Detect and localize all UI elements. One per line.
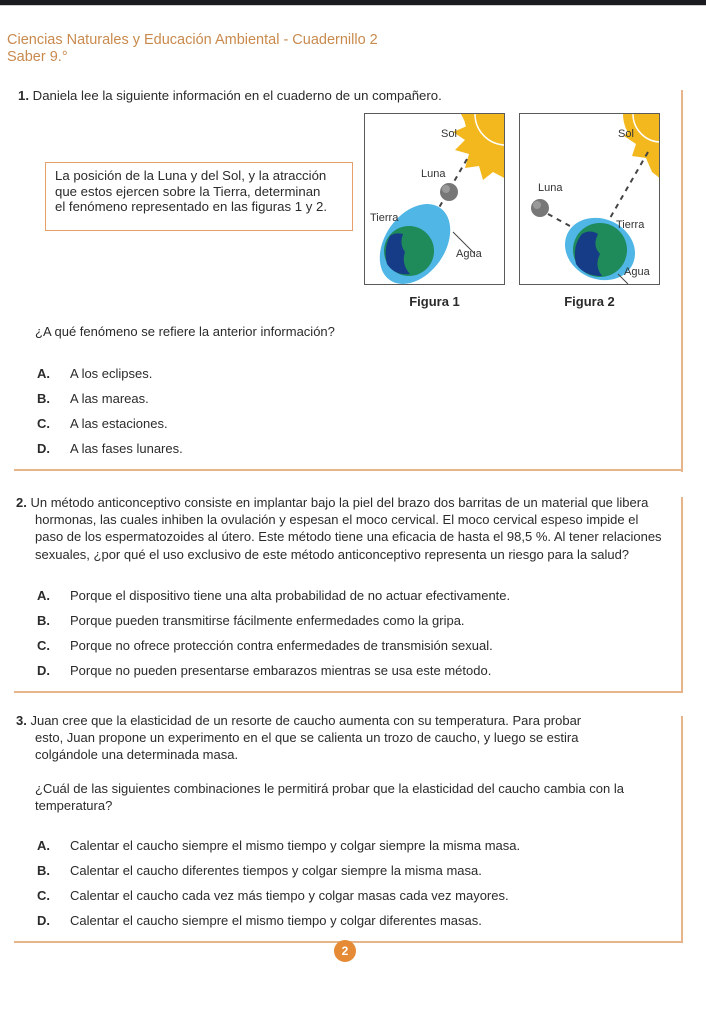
q1-option-b[interactable]: B. A las mareas. [37,391,149,406]
moon-label: Luna [538,182,563,194]
page-header [7,32,378,66]
q1-intro-text: Daniela lee la siguiente información en el cuaderno de un compañero. [32,88,442,103]
q2-bottom-border [14,691,683,693]
figure-2-caption: Figura 2 [564,294,615,309]
q1-option-a[interactable]: A. A los eclipses. [37,366,153,381]
q3-option-c[interactable]: C. Calentar el caucho cada vez más tiempo y colgar masas cada vez mayores. [37,888,509,903]
q2-right-border [681,497,683,693]
q2-option-d[interactable]: D. Porque no pueden presentarse embarazos mientras se usa este método. [37,663,492,678]
q3-number: 3. [16,713,27,728]
moon-label: Luna [421,168,446,180]
sun-label: Sol [441,128,457,140]
info-line: que estos ejercen sobre la Tierra, determinan [55,183,321,199]
info-line: La posición de la Luna y del Sol, y la atracción [55,168,327,183]
q3-option-b[interactable]: B. Calentar el caucho diferentes tiempos y colgar siempre la misma masa. [37,863,482,878]
q2-number: 2. [16,495,27,510]
sun-icon [623,114,660,179]
q1-number: 1. [18,88,29,103]
q1-prompt: ¿A qué fenómeno se refiere la anterior información? [35,324,335,339]
figure-1 [364,113,505,285]
q1-bottom-border [14,469,683,471]
page-number-badge: 2 [334,940,356,962]
q1-option-c[interactable]: C. A las estaciones. [37,416,168,431]
figure-2-illustration [520,114,660,285]
q1-intro [18,87,442,104]
figure-1-caption: Figura 1 [409,294,460,309]
figure-2 [519,113,660,285]
q3-option-a[interactable]: A. Calentar el caucho siempre el mismo tiempo y colgar siempre la misma masa. [37,838,521,853]
q3-stem: 3. Juan cree que la elasticidad de un resorte de caucho aumenta con su temperatura. Para probar esto, Juan propone un experimento en el que se calienta un trozo de caucho, y luego se estira colgándole una determinada masa. [16,713,582,763]
q1-right-border [681,90,683,472]
water-label: Agua [456,248,482,260]
q3-option-d[interactable]: D. Calentar el caucho siempre el mismo tiempo y colgar diferentes masas. [37,913,482,928]
q2-option-c[interactable]: C. Porque no ofrece protección contra enfermedades de transmisión sexual. [37,638,493,653]
top-bar-divider [0,5,706,6]
q2-option-a[interactable]: A. Porque el dispositivo tiene una alta probabilidad de no actuar efectivamente. [37,588,511,603]
q1-info-box [45,162,353,231]
sun-label: Sol [618,128,634,140]
q3-prompt: ¿Cuál de las siguientes combinaciones le permitirá probar que la elasticidad del caucho cambia con la temperatura? [35,781,624,814]
q3-right-border [681,716,683,943]
q1-option-d[interactable]: D. A las fases lunares. [37,441,183,456]
q2-stem: 2. Un método anticonceptivo consiste en implantar bajo la piel del brazo dos barritas de un material que libera hormonas, las cuales inhiben la ovulación y espesan el moco cervical. El moco cervical espeso impide el paso de los espermatozoides al útero. Este método tiene una eficacia de hasta el 98,5 %. Al tener relaciones sexuales, ¿por qué el uso exclusivo de este método anticonceptivo representa un riesgo para la salud? [16,495,662,562]
earth-label: Tierra [370,212,399,224]
subject-title: Ciencias Naturales y Educación Ambiental - Cuadernillo 2 [7,32,378,48]
earth-label: Tierra [616,219,645,231]
level-label: Saber 9.° [7,49,68,65]
figure-1-illustration [365,114,505,285]
info-line: el fenómeno representado en las figuras 1 y 2. [55,199,327,214]
q2-option-b[interactable]: B. Porque pueden transmitirse fácilmente enfermedades como la gripa. [37,613,465,628]
water-label: Agua [624,266,650,278]
